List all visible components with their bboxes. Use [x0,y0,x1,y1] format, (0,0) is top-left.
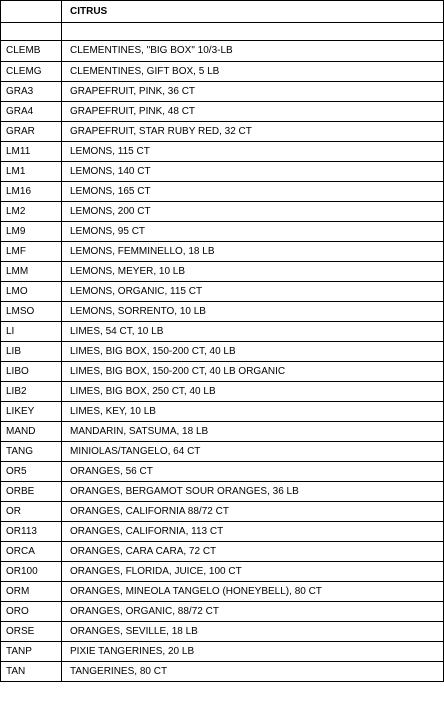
table-row [1,442,444,462]
table-row [1,542,444,562]
table-row [1,82,444,102]
table-row [1,622,444,642]
product-code-cell: OR113 [1,522,62,542]
table-row [1,482,444,502]
product-description-cell: ORANGES, CALIFORNIA, 113 CT [62,522,444,542]
product-code-cell: GRA4 [1,102,62,122]
product-code-cell: CLEMB [1,41,62,62]
table-row [1,41,444,62]
product-description-cell: LEMONS, 200 CT [62,202,444,222]
product-description-cell: MINIOLAS/TANGELO, 64 CT [62,442,444,462]
product-code-cell: LMM [1,262,62,282]
product-description-cell: GRAPEFRUIT, PINK, 48 CT [62,102,444,122]
product-description-cell: CLEMENTINES, GIFT BOX, 5 LB [62,62,444,82]
table-row [1,382,444,402]
product-code-cell: GRAR [1,122,62,142]
product-code-cell: LM2 [1,202,62,222]
table-row [1,282,444,302]
product-description-cell: PIXIE TANGERINES, 20 LB [62,642,444,662]
product-description-cell: ORANGES, SEVILLE, 18 LB [62,622,444,642]
product-code-cell: GRA3 [1,82,62,102]
product-description-cell: ORANGES, MINEOLA TANGELO (HONEYBELL), 80 CT [62,582,444,602]
product-code-cell: LM1 [1,162,62,182]
table-row [1,602,444,622]
table-row [1,302,444,322]
table-row [1,502,444,522]
product-description-cell: LEMONS, MEYER, 10 LB [62,262,444,282]
product-code-cell: ORBE [1,482,62,502]
product-description-cell: LEMONS, 165 CT [62,182,444,202]
product-code-cell: LIB [1,342,62,362]
product-description-cell: ORANGES, BERGAMOT SOUR ORANGES, 36 LB [62,482,444,502]
product-description-cell: MANDARIN, SATSUMA, 18 LB [62,422,444,442]
product-description-cell: GRAPEFRUIT, STAR RUBY RED, 32 CT [62,122,444,142]
table-row [1,182,444,202]
product-code-cell: CLEMG [1,62,62,82]
blank-code-cell [1,23,62,41]
product-code-cell: LM9 [1,222,62,242]
table-row [1,422,444,442]
product-description-cell: LIMES, BIG BOX, 150-200 CT, 40 LB ORGANIC [62,362,444,382]
product-code-cell: ORCA [1,542,62,562]
product-description-cell: ORANGES, 56 CT [62,462,444,482]
table-row [1,582,444,602]
product-code-cell: TAN [1,662,62,682]
product-code-cell: ORO [1,602,62,622]
header-code-cell [1,1,62,23]
blank-description-cell [62,23,444,41]
product-code-cell: LIBO [1,362,62,382]
product-description-cell: ORANGES, ORGANIC, 88/72 CT [62,602,444,622]
product-code-cell: LIB2 [1,382,62,402]
table-row [1,402,444,422]
product-code-cell: OR [1,502,62,522]
table-row [1,222,444,242]
table-row [1,362,444,382]
product-description-cell: LIMES, BIG BOX, 250 CT, 40 LB [62,382,444,402]
table-row [1,242,444,262]
category-header-cell: CITRUS [62,1,444,23]
table-row [1,322,444,342]
blank-row [1,23,444,41]
product-description-cell: ORANGES, CALIFORNIA 88/72 CT [62,502,444,522]
product-code-cell: LMO [1,282,62,302]
table-row [1,342,444,362]
product-description-cell: TANGERINES, 80 CT [62,662,444,682]
table-row [1,202,444,222]
table-row [1,162,444,182]
table-row [1,522,444,542]
table-body [1,1,444,682]
product-description-cell: LEMONS, 115 CT [62,142,444,162]
product-description-cell: LIMES, 54 CT, 10 LB [62,322,444,342]
product-description-cell: ORANGES, CARA CARA, 72 CT [62,542,444,562]
product-description-cell: GRAPEFRUIT, PINK, 36 CT [62,82,444,102]
table-row [1,142,444,162]
table-row [1,262,444,282]
product-code-cell: ORSE [1,622,62,642]
product-code-cell: OR100 [1,562,62,582]
table-row [1,122,444,142]
product-description-cell: LIMES, KEY, 10 LB [62,402,444,422]
table-row [1,642,444,662]
product-code-cell: TANP [1,642,62,662]
product-code-cell: OR5 [1,462,62,482]
product-code-cell: LM16 [1,182,62,202]
product-description-cell: ORANGES, FLORIDA, JUICE, 100 CT [62,562,444,582]
header-row [1,1,444,23]
product-description-cell: LIMES, BIG BOX, 150-200 CT, 40 LB [62,342,444,362]
product-description-cell: LEMONS, SORRENTO, 10 LB [62,302,444,322]
table-row [1,462,444,482]
table-row [1,62,444,82]
product-code-cell: LMSO [1,302,62,322]
product-description-cell: CLEMENTINES, "BIG BOX" 10/3-LB [62,41,444,62]
product-code-cell: LI [1,322,62,342]
product-code-cell: MAND [1,422,62,442]
product-description-cell: LEMONS, 140 CT [62,162,444,182]
table-row [1,102,444,122]
table-row [1,662,444,682]
product-code-cell: LM11 [1,142,62,162]
product-code-cell: LMF [1,242,62,262]
product-code-cell: TANG [1,442,62,462]
product-code-cell: ORM [1,582,62,602]
table-row [1,562,444,582]
product-description-cell: LEMONS, 95 CT [62,222,444,242]
product-description-cell: LEMONS, ORGANIC, 115 CT [62,282,444,302]
product-description-cell: LEMONS, FEMMINELLO, 18 LB [62,242,444,262]
product-code-cell: LIKEY [1,402,62,422]
